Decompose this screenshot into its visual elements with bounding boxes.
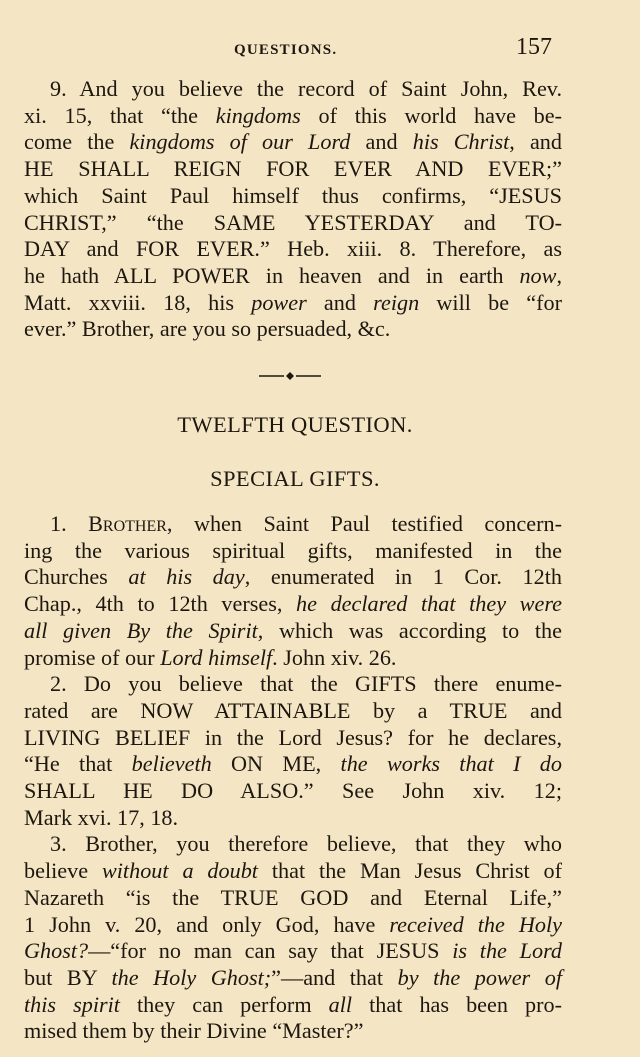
text-run: the works that I do <box>340 751 562 777</box>
text-run: Mark xvi. 17, 18. <box>24 804 179 830</box>
text-line <box>24 778 562 805</box>
text-run: , and <box>509 129 562 155</box>
text-run: 1 John v. 20, and only God, have <box>24 911 390 937</box>
text-run: of this world have be- <box>300 102 562 128</box>
text-line <box>24 858 562 885</box>
text-run: 2. Do you believe that the GIFTS there enume- <box>50 671 562 697</box>
text-run: received the Holy <box>389 911 562 937</box>
text-run: ever.” Brother, are you so persuaded, &c. <box>24 316 391 342</box>
text-line <box>24 564 562 591</box>
paragraph-9-text <box>24 76 562 343</box>
text-run: DAY and FOR EVER.” Heb. xiii. 8. Therefore, as <box>24 236 562 262</box>
text-run: and <box>350 129 413 155</box>
text-line <box>24 129 562 156</box>
text-line <box>24 751 562 778</box>
text-run: will be “for <box>419 289 562 315</box>
text-line <box>24 965 562 992</box>
running-head <box>0 34 640 64</box>
text-line <box>24 183 562 210</box>
text-line <box>24 805 562 832</box>
text-run: his Christ <box>412 129 510 155</box>
text-run: but BY <box>24 964 112 990</box>
text-run: reign <box>373 289 420 315</box>
text-run: now <box>519 262 557 288</box>
text-run: Matt. xxviii. 18, his <box>24 289 252 315</box>
text-line <box>24 236 562 263</box>
paragraph-3 <box>24 831 562 1045</box>
text-line <box>24 725 562 752</box>
text-run: SHALL HE DO ALSO.” See John xiv. 12; <box>24 778 562 804</box>
text-run: ”—and that <box>271 964 398 990</box>
text-run: promise of our <box>24 644 161 670</box>
text-line <box>24 511 562 538</box>
text-run: power <box>251 289 307 315</box>
text-run: LIVING BELIEF in the Lord Jesus? for he declares, <box>24 724 562 750</box>
text-run: 9. And you believe the record of Saint John, Rev. <box>50 76 562 101</box>
text-run: all <box>328 991 353 1017</box>
question-body <box>24 511 562 1045</box>
text-run: ing the various spiritual gifts, manifested in the <box>24 537 562 563</box>
text-run: Lord himself <box>160 644 273 670</box>
section-divider-ornament <box>259 367 321 385</box>
text-run: , <box>556 262 562 288</box>
text-line <box>24 1018 562 1045</box>
text-run: Churches <box>24 564 129 590</box>
text-run: that has been pro- <box>352 991 562 1017</box>
text-line <box>24 290 562 317</box>
text-line <box>24 912 562 939</box>
text-run: all given By the Spirit <box>24 617 258 643</box>
text-line <box>24 316 562 343</box>
text-line <box>24 618 562 645</box>
page-number: 157 <box>516 34 552 60</box>
text-run: 3. Brother, you therefore believe, that they who <box>50 831 562 857</box>
text-run: the Holy Ghost; <box>111 964 272 990</box>
text-run: , which was according to the <box>257 617 562 643</box>
text-run: is the Lord <box>452 938 562 964</box>
text-run: he declared that they were <box>296 591 562 617</box>
text-run: kingdoms of our Lord <box>129 129 351 155</box>
text-run: believeth <box>131 751 212 777</box>
text-run: believe <box>24 858 102 884</box>
text-run: he hath ALL POWER in heaven and in earth <box>24 262 520 288</box>
text-run: without a doubt <box>101 858 258 884</box>
text-run: . John xiv. 26. <box>272 644 397 670</box>
text-run: Chap., 4th to 12th verses, <box>24 591 297 617</box>
text-line <box>24 103 562 130</box>
paragraph-2 <box>24 671 562 831</box>
text-line <box>24 156 562 183</box>
text-run: rated are NOW ATTAINABLE by a TRUE and <box>24 697 562 723</box>
text-line <box>24 831 562 858</box>
text-run: Brother <box>88 511 167 536</box>
text-run: “He that <box>24 751 132 777</box>
text-line <box>24 538 562 565</box>
text-line <box>24 210 562 237</box>
text-run: they can perform <box>119 991 329 1017</box>
text-run: ON ME, <box>211 751 341 777</box>
running-title: QUESTIONS. <box>234 42 338 58</box>
text-run: which Saint Paul himself thus confirms, “JESUS <box>24 182 562 208</box>
text-line <box>24 698 562 725</box>
text-line <box>24 591 562 618</box>
text-run: Ghost? <box>24 938 89 964</box>
paragraph-9 <box>24 76 562 343</box>
text-run: 1. <box>50 511 89 536</box>
text-line <box>24 645 562 672</box>
text-run: Nazareth “is the TRUE GOD and Eternal Life,” <box>24 884 562 910</box>
text-line <box>24 671 562 698</box>
text-run: that the Man Jesus Christ of <box>257 858 562 884</box>
paragraph-1 <box>24 511 562 671</box>
text-line <box>24 263 562 290</box>
text-run: xi. 15, that “the <box>24 102 216 128</box>
text-run: come the <box>24 129 130 155</box>
text-line <box>24 992 562 1019</box>
text-run: by the power of <box>397 964 562 990</box>
section-title: TWELFTH QUESTION. <box>177 412 413 437</box>
text-run: and <box>306 289 374 315</box>
text-run: CHRIST,” “the SAME YESTERDAY and TO- <box>24 209 562 235</box>
text-run: , when Saint Paul testified concern- <box>166 511 562 536</box>
text-run: at his day <box>128 564 245 590</box>
text-line <box>24 76 562 103</box>
text-run: kingdoms <box>215 102 301 128</box>
text-run: HE SHALL REIGN FOR EVER AND EVER;” <box>24 156 562 182</box>
text-run: —“for no man can say that JESUS <box>88 938 453 964</box>
text-run: mised them by their Divine “Master?” <box>24 1018 364 1044</box>
text-run: , enumerated in 1 Cor. 12th <box>244 564 562 590</box>
text-line <box>24 885 562 912</box>
section-subtitle: SPECIAL GIFTS. <box>210 466 380 491</box>
text-line <box>24 938 562 965</box>
text-run: this spirit <box>24 991 120 1017</box>
